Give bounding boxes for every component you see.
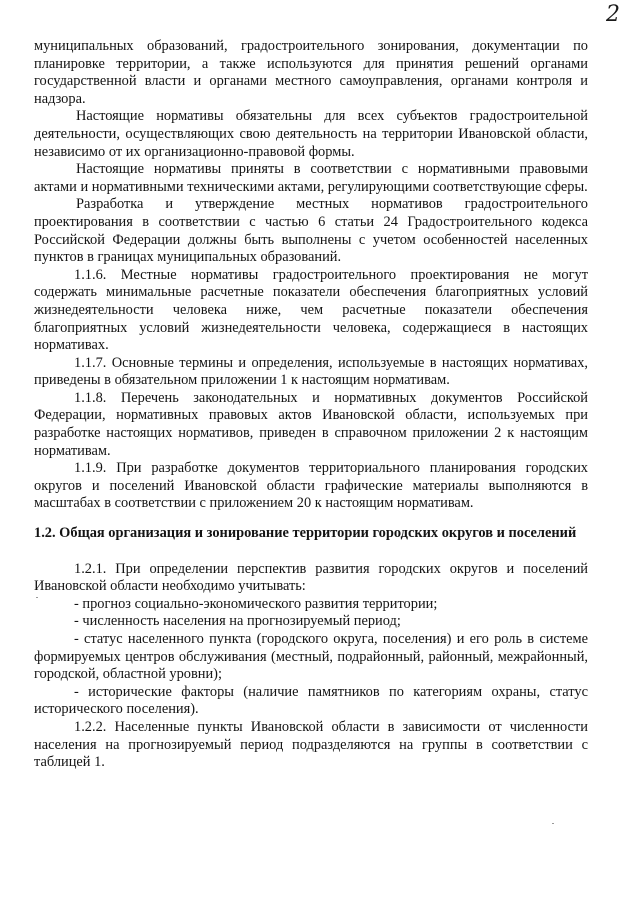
clause-1-1-9: 1.1.9. При разработке документов территориального планирования городских округов и поселений Ивановской области графические материалы выполняются в масштабах в соответствии с приложением 20 к настоящим нормативам. bbox=[34, 460, 588, 512]
list-item: - статус населенного пункта (городского округа, поселения) и его роль в системе формируемых центров обслуживания (местный, подрайонный, районный, межрайонный, городской, областной уровни); bbox=[34, 631, 588, 683]
list-item: - численность населения на прогнозируемый период; bbox=[74, 613, 401, 630]
paragraph-local-norms: Разработка и утверждение местных нормативов градостроительного проектирования в соответствии с частью 6 статьи 24 Градостроительного кодекса Российской Федерации должны быть выполнены с учетом особенностей населенных пунктов в границах муниципальных образований. bbox=[34, 196, 588, 266]
clause-1-2-2: 1.2.2. Населенные пункты Ивановской области в зависимости от численности населения на прогнозируемый период подразделяются на группы в соответствии с таблицей 1. bbox=[34, 718, 588, 771]
page-number: 2 bbox=[606, 2, 620, 27]
paragraph-continuation: муниципальных образований, градостроительного зонирования, документации по планировке территории, а также используются для принятия решений органами государственной власти и органами местного самоуправления, органами контроля и надзора. bbox=[34, 38, 588, 107]
clause-1-1-6: 1.1.6. Местные нормативы градостроительного проектирования не могут содержать минимальные расчетные показатели обеспечения благоприятных условий жизнедеятельности человека ниже, чем расчетные показатели обеспечения благоприятных условий жизнедеятельности человека, содержащиеся в настоящих нормативах. bbox=[34, 266, 588, 354]
paragraph-mandatory-scope: Настоящие нормативы обязательны для всех субъектов градостроительной деятельности, осуществляющих свою деятельность на территории Ивановской области, независимо от их организационно-правовой формы. bbox=[34, 108, 588, 160]
list-item: - прогноз социально-экономического развития территории; bbox=[74, 595, 438, 612]
paragraph-legal-basis: Настоящие нормативы приняты в соответствии с нормативными правовыми актами и нормативными техническими актами, регулирующими соответствующие сферы. bbox=[34, 161, 588, 195]
clause-1-1-8: 1.1.8. Перечень законодательных и нормативных документов Российской Федерации, нормативных правовых актов Ивановской области, используемых при разработке настоящих нормативов, приведен в справочном приложении 2 к настоящим нормативам. bbox=[34, 389, 588, 459]
scan-speck bbox=[552, 823, 554, 824]
scan-speck bbox=[36, 597, 38, 598]
list-item: - исторические факторы (наличие памятников по категориям охраны, статус исторического поселения). bbox=[34, 683, 588, 718]
clause-1-2-1: 1.2.1. При определении перспектив развития городских округов и поселений Ивановской области необходимо учитывать: bbox=[34, 560, 588, 595]
clause-1-1-7: 1.1.7. Основные термины и определения, используемые в настоящих нормативах, приведены в обязательном приложении 1 к настоящим нормативам. bbox=[34, 354, 588, 389]
section-heading: 1.2. Общая организация и зонирование территории городских округов и поселений bbox=[34, 525, 577, 542]
document-body bbox=[34, 38, 588, 772]
